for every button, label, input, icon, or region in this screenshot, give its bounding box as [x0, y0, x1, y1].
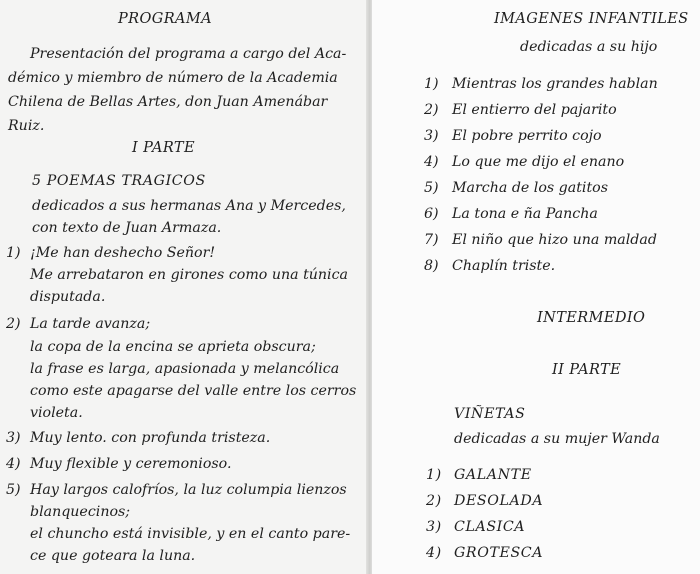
poem-line: Hay largos calofríos, la luz columpia lienzos — [30, 482, 347, 498]
list-item — [424, 205, 598, 223]
item-number: 4) — [426, 545, 442, 561]
poem-item — [6, 455, 231, 473]
list-item — [424, 179, 608, 197]
item-title: DESOLADA — [454, 493, 544, 509]
item-title: El niño que hizo una maldad — [452, 232, 657, 248]
item-title: GALANTE — [454, 467, 532, 483]
vineta-item — [426, 492, 543, 510]
list-item — [424, 101, 617, 119]
item-number: 2) — [424, 102, 439, 118]
poem-number: 1) — [6, 245, 21, 261]
poem-line: Muy lento. con profunda tristeza. — [30, 430, 271, 446]
poem-line: ce que goteara la luna. — [30, 548, 196, 564]
list-item — [424, 127, 602, 145]
poem-number: 3) — [6, 430, 21, 446]
intro-line: démico y miembro de número de la Academia — [8, 70, 338, 86]
item-title: Chaplín triste. — [452, 258, 556, 274]
dedication-line: dedicados a sus hermanas Ana y Mercedes, — [32, 198, 346, 214]
item-number: 1) — [424, 76, 439, 92]
poem-line: disputada. — [30, 289, 106, 305]
imagenes-heading: IMAGENES INFANTILES — [494, 11, 689, 27]
programa-heading: PROGRAMA — [118, 11, 213, 27]
poem-item — [6, 244, 215, 262]
vineta-item — [426, 544, 543, 562]
poem-line: el chuncho está invisible, y en el canto pare- — [30, 526, 351, 542]
poem-line: ¡Me han deshecho Señor! — [30, 245, 216, 261]
item-title: CLASICA — [454, 519, 526, 535]
item-number: 1) — [426, 467, 442, 483]
item-number: 8) — [424, 258, 439, 274]
item-title: Lo que me dijo el enano — [452, 154, 625, 170]
item-title: GROTESCA — [454, 545, 544, 561]
item-title: Mientras los grandes hablan — [452, 76, 658, 92]
dedication-line: con texto de Juan Armaza. — [32, 220, 222, 236]
intermedio-heading: INTERMEDIO — [537, 310, 646, 326]
list-item — [424, 153, 624, 171]
section-title-poemas: 5 POEMAS TRAGICOS — [32, 173, 206, 189]
poem-line: violeta. — [30, 405, 83, 421]
intro-line: Chilena de Bellas Artes, don Juan Amenábar — [8, 94, 328, 110]
item-title: Marcha de los gatitos — [452, 180, 608, 196]
list-item — [424, 257, 555, 275]
list-item — [424, 231, 657, 249]
vineta-item — [426, 518, 525, 536]
part-one-title: I PARTE — [132, 140, 195, 156]
right-page — [372, 0, 700, 574]
poem-line: Me arrebataron en girones como una túnica — [30, 267, 348, 283]
poem-item — [6, 315, 150, 333]
item-title: La tona e ña Pancha — [452, 206, 598, 222]
vinetas-dedication: dedicadas a su mujer Wanda — [454, 431, 660, 447]
poem-line: la frase es larga, apasionada y melancólica — [30, 361, 340, 377]
poem-number: 4) — [6, 456, 21, 472]
poem-line: La tarde avanza; — [30, 316, 151, 332]
intro-line: Presentación del programa a cargo del Aca- — [30, 46, 347, 62]
item-number: 7) — [424, 232, 439, 248]
item-title: El entierro del pajarito — [452, 102, 617, 118]
item-number: 6) — [424, 206, 439, 222]
poem-line: Muy flexible y ceremonioso. — [30, 456, 232, 472]
item-number: 3) — [426, 519, 442, 535]
poem-number: 2) — [6, 316, 21, 332]
part-two-title: II PARTE — [552, 362, 622, 378]
item-title: El pobre perrito cojo — [452, 128, 602, 144]
poem-item — [6, 429, 270, 447]
poem-line: como este apagarse del valle entre los cerros — [30, 383, 357, 399]
item-number: 2) — [426, 493, 442, 509]
list-item — [424, 75, 658, 93]
poem-line: la copa de la encina se aprieta obscura; — [30, 339, 316, 355]
item-number: 3) — [424, 128, 439, 144]
intro-line: Ruiz. — [8, 118, 45, 134]
imagenes-subheading: dedicadas a su hijo — [520, 39, 658, 55]
item-number: 5) — [424, 180, 439, 196]
vineta-item — [426, 466, 532, 484]
poem-line: blanquecinos; — [30, 504, 131, 520]
section-title-vinetas: VIÑETAS — [454, 406, 526, 422]
item-number: 4) — [424, 154, 439, 170]
poem-item — [6, 481, 347, 499]
poem-number: 5) — [6, 482, 21, 498]
